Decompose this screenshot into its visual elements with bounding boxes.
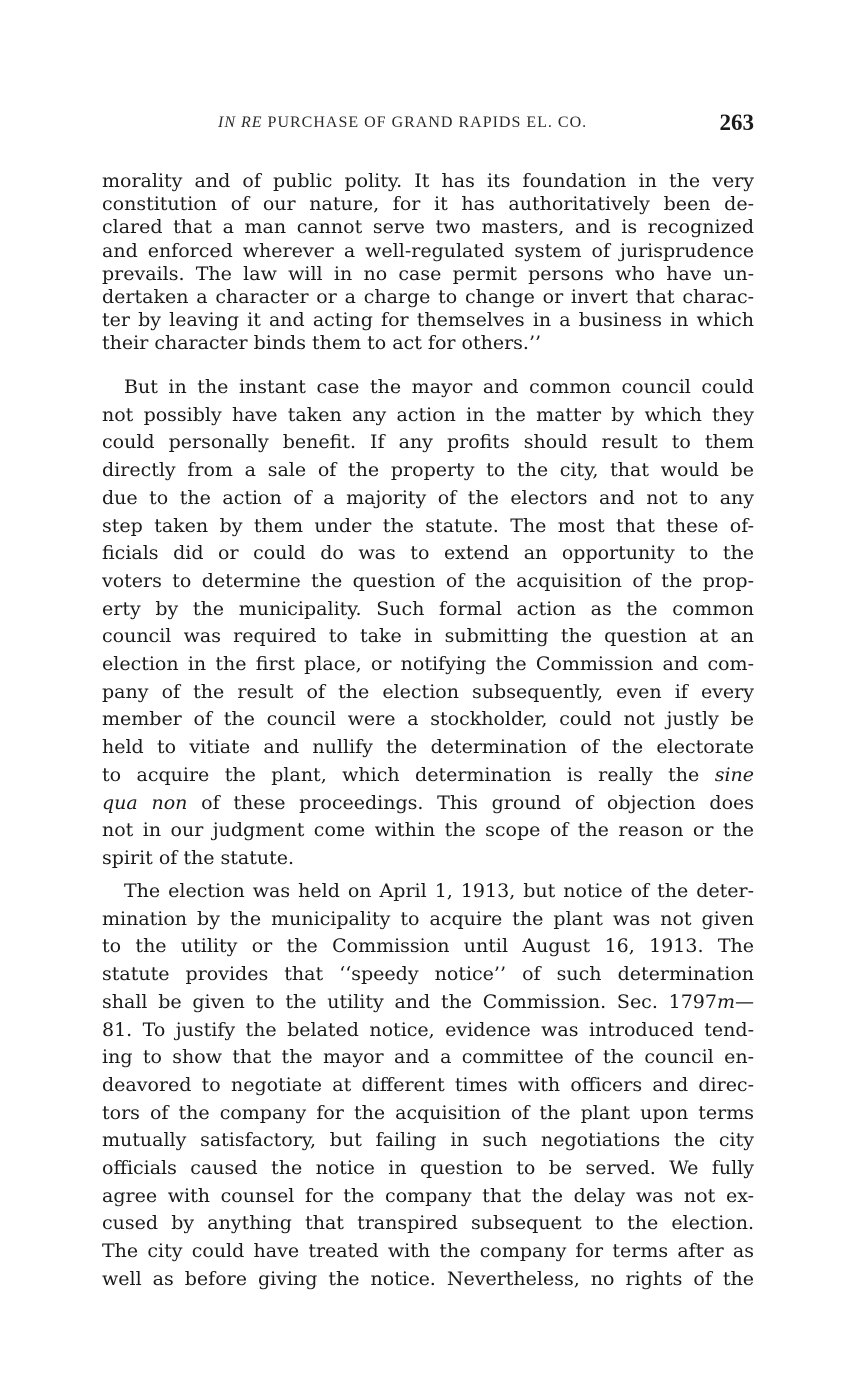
text-line: erty by the municipality. Such formal action as the common — [102, 597, 754, 620]
text-line: clared that a man cannot serve two masters, and is recognized — [102, 216, 754, 239]
text-line: constitution of our nature, for it has authoritatively been de- — [102, 193, 754, 216]
text-segment: of these proceedings. This ground of objection does — [187, 791, 755, 814]
text-line — [102, 762, 754, 790]
text-segment: shall be given to the utility and the Commission. Sec. 1797 — [102, 990, 717, 1013]
quote-paragraph — [102, 170, 754, 356]
text-line: spirit of the statute. — [102, 846, 294, 869]
italic-section-suffix: m — [716, 990, 735, 1013]
italic-term-sine: sine — [714, 763, 754, 786]
text-line: well as before giving the notice. Nevertheless, no rights of the — [102, 1267, 754, 1290]
italic-term-qua-non: qua non — [102, 791, 188, 814]
text-line: and enforced wherever a well-regulated system of jurisprudence — [102, 239, 754, 262]
text-line: voters to determine the question of the acquisition of the prop- — [102, 569, 754, 592]
text-line: election in the first place, or notifying the Commission and com- — [102, 653, 754, 676]
text-line: But in the instant case the mayor and common council could — [124, 376, 754, 398]
text-line: 81. To justify the belated notice, evidence was introduced tend- — [102, 1018, 754, 1041]
text-segment: — — [735, 990, 754, 1013]
running-title-italic: IN RE — [218, 114, 263, 131]
text-line: cused by anything that transpired subsequent to the election. — [102, 1212, 754, 1235]
paragraph-2 — [102, 878, 754, 1294]
text-line: statute provides that ‘‘speedy notice’’ of such determination — [102, 963, 754, 986]
text-line: their character binds them to act for others.’’ — [102, 332, 542, 355]
text-line: step taken by them under the statute. The most that these of- — [102, 514, 754, 537]
text-segment: to acquire the plant, which determination is really the — [102, 763, 700, 786]
text-line: council was required to take in submitting the question at an — [102, 625, 754, 648]
text-line: deavored to negotiate at different times with officers and direc- — [102, 1073, 754, 1096]
text-line — [102, 790, 754, 818]
text-line: The election was held on April 1, 1913, but notice of the deter- — [124, 880, 754, 902]
text-line: due to the action of a majority of the electors and not to any — [102, 486, 754, 509]
text-line — [102, 989, 754, 1017]
text-line: The city could have treated with the company for terms after as — [102, 1240, 754, 1263]
text-line: tors of the company for the acquisition of the plant upon terms — [102, 1101, 754, 1124]
text-line: not in our judgment come within the scope of the reason or the — [102, 819, 754, 842]
page-number: 263 — [719, 110, 754, 135]
text-line: pany of the result of the election subsequently, even if every — [102, 680, 754, 703]
text-line: prevails. The law will in no case permit persons who have un- — [102, 262, 754, 285]
text-line: dertaken a character or a charge to change or invert that charac- — [102, 286, 754, 309]
text-line: could personally benefit. If any profits should result to them — [102, 431, 754, 454]
text-line: to the utility or the Commission until August 16, 1913. The — [102, 935, 754, 958]
text-line: mination by the municipality to acquire the plant was not given — [102, 907, 754, 930]
text-line: agree with counsel for the company that the delay was not ex- — [102, 1184, 754, 1207]
text-line: ing to show that the mayor and a committee of the council en- — [102, 1046, 754, 1069]
text-line: member of the council were a stockholder, could not justly be — [102, 708, 754, 731]
running-title — [218, 114, 587, 132]
text-line: ter by leaving it and acting for themselves in a business in which — [102, 309, 754, 332]
text-line: held to vitiate and nullify the determination of the electorate — [102, 736, 754, 759]
text-line: ficials did or could do was to extend an opportunity to the — [102, 542, 754, 565]
text-line: not possibly have taken any action in the matter by which they — [102, 403, 754, 426]
running-head — [102, 110, 754, 140]
text-line: mutually satisfactory, but failing in such negotiations the city — [102, 1129, 754, 1152]
paragraph-1 — [102, 374, 754, 873]
text-line: directly from a sale of the property to the city, that would be — [102, 459, 754, 482]
text-line: officials caused the notice in question to be served. We fully — [102, 1157, 754, 1180]
text-line: morality and of public polity. It has its foundation in the very — [102, 170, 754, 192]
running-title-text: PURCHASE OF GRAND RAPIDS EL. CO. — [262, 114, 588, 131]
